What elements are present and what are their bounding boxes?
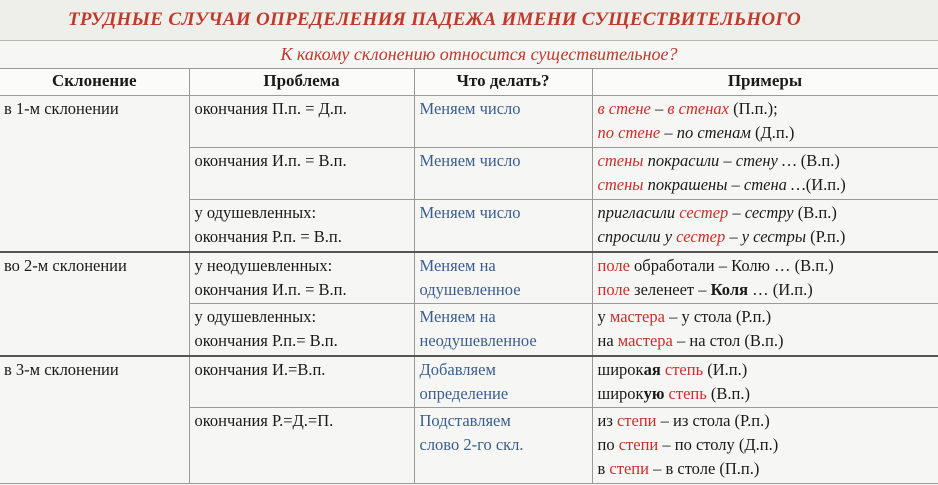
example-line — [598, 382, 932, 406]
problem-line: у одушевленных: — [194, 307, 317, 326]
example-text: у — [597, 307, 610, 326]
example-text: по — [597, 435, 619, 454]
declension-cell-1: в 1-м склонении — [0, 96, 189, 252]
example-case: (В.п.) — [706, 383, 750, 403]
example-word: мастера — [609, 307, 665, 326]
action-cell — [414, 356, 592, 408]
example-word: сестер — [679, 203, 729, 222]
example-word: степь — [668, 383, 707, 403]
example-case: (Р.п.) — [810, 227, 846, 246]
subtitle-bar — [0, 40, 938, 68]
action-cell: Меняем число — [414, 148, 592, 200]
example-line — [598, 201, 932, 225]
example-text: пригласили — [597, 203, 680, 222]
example-text: – сестру — [728, 203, 798, 222]
example-line — [598, 358, 932, 382]
declension-cell-2: во 2-м склонении — [0, 252, 189, 356]
example-text: – из стола (Р.п.) — [656, 411, 770, 430]
example-ending: ая — [643, 359, 661, 379]
example-line — [598, 305, 932, 329]
example-word: стены — [597, 175, 644, 194]
action-cell: Меняем число — [414, 96, 592, 148]
example-text: спросили у — [597, 227, 677, 246]
header-action: Что делать? — [414, 69, 592, 96]
action-line: Подставляем — [419, 411, 511, 430]
example-dash: – — [660, 123, 677, 142]
example-word: степь — [664, 359, 704, 379]
example-text: зеленеет – — [629, 279, 711, 299]
example-text: – по столу (Д.п.) — [658, 435, 779, 454]
action-line: Меняем на — [419, 307, 496, 326]
header-declension: Склонение — [0, 69, 189, 96]
example-case: … (В.п.) — [769, 255, 834, 275]
examples-cell — [592, 252, 938, 304]
example-text: обработали – — [629, 255, 732, 275]
example-case: (В.п.) — [797, 203, 837, 222]
action-cell: Меняем число — [414, 200, 592, 252]
example-text: Колю — [731, 255, 770, 275]
example-text: – у стола (Р.п.) — [664, 307, 772, 326]
action-line: Меняем на — [419, 255, 496, 275]
example-line — [598, 173, 932, 197]
example-word: сестер — [676, 227, 726, 246]
problem-cell — [189, 200, 414, 252]
table-row — [0, 252, 938, 304]
declension-table — [0, 68, 938, 484]
problem-cell: окончания Р.=Д.=П. — [189, 408, 414, 484]
example-line — [598, 121, 932, 145]
examples-cell — [592, 200, 938, 252]
examples-cell — [592, 96, 938, 148]
example-line — [598, 409, 932, 433]
problem-line: окончания Р.п.= В.п. — [194, 331, 338, 350]
problem-line: окончания И.п. = В.п. — [194, 279, 347, 299]
example-case: (И.п.) — [805, 175, 846, 194]
example-case: (В.п.) — [800, 151, 840, 170]
examples-cell — [592, 408, 938, 484]
example-word: степи — [618, 435, 659, 454]
example-text: из — [597, 411, 617, 430]
example-dash: – — [650, 99, 668, 118]
example-line — [598, 97, 932, 121]
example-word: поле — [597, 279, 630, 299]
examples-cell — [592, 356, 938, 408]
examples-cell — [592, 148, 938, 200]
examples-cell — [592, 304, 938, 356]
action-cell — [414, 304, 592, 356]
example-text: – у сестры — [725, 227, 811, 246]
header-row — [0, 69, 938, 96]
example-word: степи — [609, 459, 649, 478]
example-line — [598, 254, 932, 278]
example-case: (И.п.) — [703, 359, 748, 379]
problem-cell: окончания И.п. = В.п. — [189, 148, 414, 200]
example-line — [598, 433, 932, 457]
action-line: одушевленное — [419, 279, 521, 299]
example-word: в стене — [597, 99, 651, 118]
example-case: … (И.п.) — [748, 279, 813, 299]
example-line — [598, 278, 932, 302]
problem-line: у одушевленных: — [194, 203, 317, 222]
header-examples: Примеры — [592, 69, 938, 96]
problem-cell — [189, 252, 414, 304]
example-case: (Д.п.) — [750, 123, 795, 142]
example-case: (П.п.); — [728, 99, 778, 118]
header-problem: Проблема — [189, 69, 414, 96]
example-text: – на стол (В.п.) — [672, 331, 784, 350]
example-line — [598, 149, 932, 173]
example-line — [598, 457, 932, 481]
example-text: широк — [597, 383, 644, 403]
problem-cell: окончания П.п. = Д.п. — [189, 96, 414, 148]
action-cell — [414, 252, 592, 304]
declension-cell-3: в 3-м склонении — [0, 356, 189, 484]
example-text: покрашены – стена … — [643, 175, 806, 194]
example-text: покрасили – стену … — [643, 151, 801, 170]
example-ending: ую — [643, 383, 665, 403]
example-text: Коля — [710, 279, 748, 299]
example-word: по стенам — [676, 123, 751, 142]
example-line — [598, 329, 932, 353]
example-line — [598, 225, 932, 249]
table-row — [0, 356, 938, 408]
table-row — [0, 96, 938, 148]
example-word: степи — [616, 411, 657, 430]
problem-line: окончания Р.п. = В.п. — [194, 227, 342, 246]
action-cell — [414, 408, 592, 484]
page-subtitle: К какому склонению относится существительное? — [280, 44, 678, 64]
example-word: поле — [597, 255, 630, 275]
example-word: мастера — [617, 331, 673, 350]
example-text: на — [597, 331, 618, 350]
action-line: слово 2-го скл. — [419, 435, 524, 454]
example-word: по стене — [597, 123, 661, 142]
example-word: в стенах — [667, 99, 729, 118]
problem-line: у неодушевленных: — [194, 255, 333, 275]
problem-cell — [189, 304, 414, 356]
example-text: – в столе (П.п.) — [648, 459, 760, 478]
action-line: Добавляем — [419, 359, 496, 379]
action-line: определение — [419, 383, 509, 403]
page-title: ТРУДНЫЕ СЛУЧАИ ОПРЕДЕЛЕНИЯ ПАДЕЖА ИМЕНИ СУЩЕСТВИТЕЛЬНОГО — [68, 9, 801, 30]
example-text: в — [597, 459, 610, 478]
title-bar — [0, 0, 938, 40]
example-word: стены — [597, 151, 644, 170]
action-line: неодушевленное — [419, 331, 537, 350]
example-text: широк — [597, 359, 644, 379]
problem-cell: окончания И.=В.п. — [189, 356, 414, 408]
